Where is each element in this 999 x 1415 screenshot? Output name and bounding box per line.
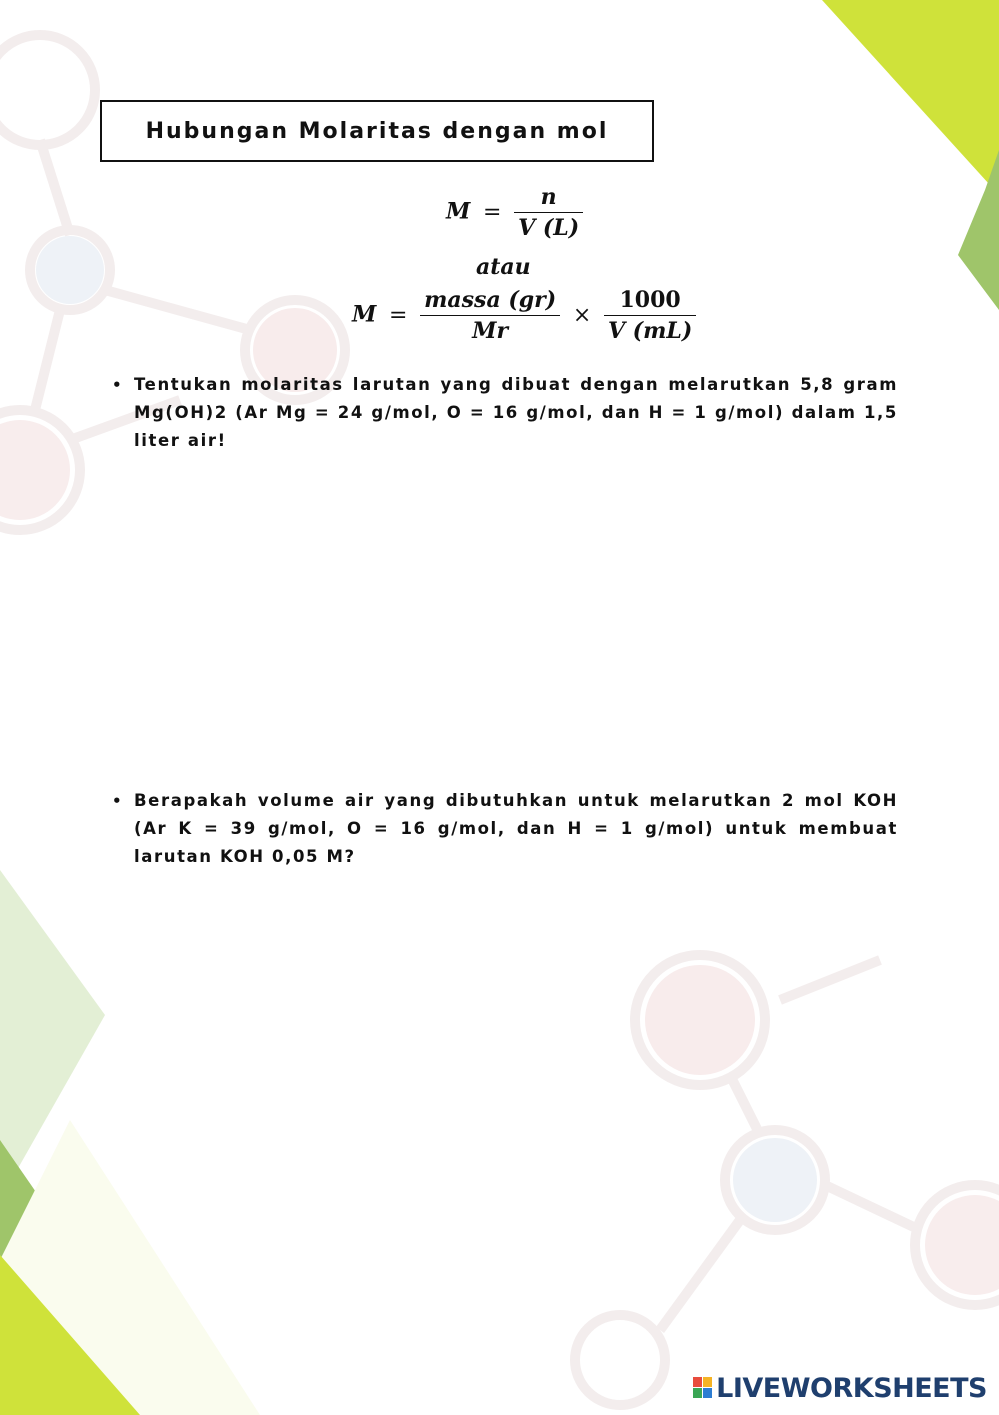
- fraction-mass-over-mr: [420, 287, 560, 344]
- equals-sign: =: [483, 200, 502, 225]
- molarity-formula-volume-liters: [446, 184, 583, 241]
- question-item: [112, 787, 898, 871]
- formula-lhs: M: [446, 198, 471, 225]
- fraction-1000-over-v: [604, 287, 696, 344]
- bullet-icon: •: [112, 792, 122, 810]
- fraction-denominator: V (mL): [604, 315, 696, 344]
- bullet-icon: •: [112, 376, 122, 394]
- times-sign: ×: [572, 303, 592, 328]
- liveworksheets-logo-icon: [693, 1377, 713, 1399]
- molarity-formula-mass: [352, 287, 696, 344]
- formula-lhs: M: [352, 301, 377, 328]
- question-text: Berapakah volume air yang dibutuhkan untuk melarutkan 2 mol KOH (Ar K = 39 g/mol, O = 16 g/mol, dan H = 1 g/mol) untuk membuat larutan KOH 0,05 M?: [134, 791, 898, 866]
- fraction-n-over-v: [514, 184, 583, 241]
- question-item: [112, 371, 898, 455]
- fraction-denominator: Mr: [420, 315, 560, 344]
- fraction-numerator: n: [540, 184, 557, 210]
- formula-connector: atau: [476, 254, 531, 280]
- page-title: Hubungan Molaritas dengan mol: [145, 118, 609, 144]
- title-box: [100, 100, 654, 162]
- fraction-numerator: massa (gr): [424, 287, 557, 313]
- question-text: Tentukan molaritas larutan yang dibuat dengan melarutkan 5,8 gram Mg(OH)2 (Ar Mg = 24 g/mol, O = 16 g/mol, dan H = 1 g/mol) dalam 1,5 liter air!: [134, 375, 898, 450]
- fraction-numerator: 1000: [619, 287, 681, 313]
- equals-sign: =: [389, 303, 408, 328]
- brand-name: LIVEWORKSHEETS: [716, 1372, 987, 1404]
- fraction-denominator: V (L): [514, 212, 583, 241]
- brand-footer: [693, 1371, 987, 1405]
